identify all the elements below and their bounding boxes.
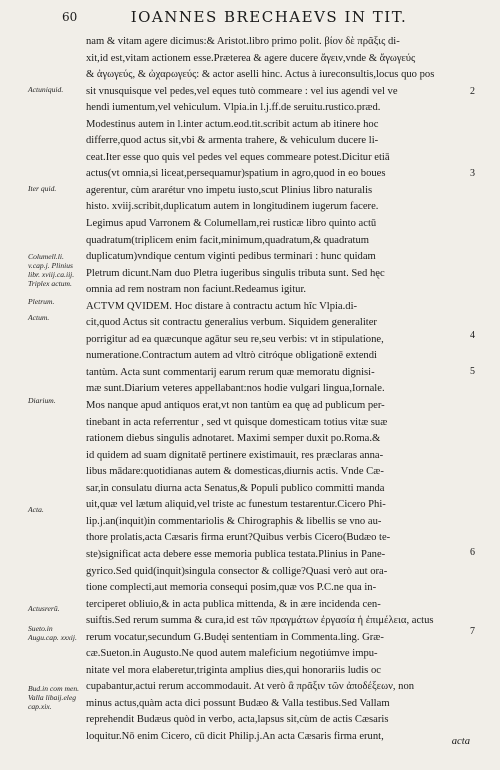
text-line: histo. xviij.scribit,duplicatum autem in longitudinem iugerum facere. — [86, 201, 379, 213]
text-line: tantùm. Acta sunt commentarij earum rerum quæ memoratu dignisi- — [86, 366, 375, 378]
text-line: tinebant in acta referrentur , sed vt quisque domesticam totius vitæ suæ — [86, 416, 388, 428]
margin-note: Iter quid. — [28, 184, 57, 193]
text-line: sit vnusquisque vel pedes,vel eques tutò commeare : vel ius agendi vel ve — [86, 85, 398, 97]
margin-number: 5 — [470, 366, 475, 377]
body-text — [86, 34, 464, 746]
text-line: xit,id est,vitam actionem esse.Præterea & agere ducere ἄγειν,vnde & ἄγωγεύς — [86, 52, 416, 64]
text-line: tione complecti,aut memoria consequi posim,quæ vos P.C.ne qua in- — [86, 582, 377, 594]
margin-note: Diarium. — [28, 396, 56, 405]
text-line: & ἀγωγεύς, & ὠχαρωγεύς: & actor aselli hinc. Actus à iureconsultis,locus quo pos — [86, 69, 435, 81]
margin-number: 2 — [470, 86, 475, 97]
margin-note: Sueto.in Augu.cap. xxxij. — [28, 624, 77, 642]
margin-note: Actuniquid. — [28, 85, 64, 94]
page-number: 60 — [62, 10, 78, 24]
text-line: terciperet obliuio,& in acta publica mittenda, & in ære incidenda cen- — [86, 598, 381, 610]
margin-note: Acta. — [28, 505, 44, 514]
margin-note: Bud.in com men. Valla libaij.eleg cap.xix. — [28, 684, 80, 711]
text-line: numeratione.Contractum autem ad vltrò citróque obligationē extendi — [86, 350, 377, 362]
text-line: nitate vel mora elaberetur,triginta amplius dies,qui honorariis ludis oc — [86, 664, 381, 676]
text-line: thore prolatis,acta Cæsaris firma erunt?Quibus verbis Cicero(Budæo te- — [86, 532, 391, 544]
text-line: uit,quæ vel lætum aliquid,vel triste ac funestum testarentur.Cicero Phi- — [86, 499, 386, 511]
text-line: ste)significat acta debere esse memoria publica testata.Plinius in Pane- — [86, 548, 386, 560]
text-line: cupabantur,actui rerum accommodauit. At verò ἃ πρᾶξιν τῶν ἀποδέξεων, non — [86, 681, 415, 693]
text-line: loquitur.Nō enim Cicero, cū dicit Philip.j.An acta Cæsaris firma erunt, — [86, 730, 384, 742]
text-line: Pletrum dicunt.Nam duo Pletra iugeribus singulis tributa sunt. Sed hęc — [86, 267, 385, 279]
text-line: Modestinus autem in l.inter actum.eod.tit.scribit actum ab itinere hoc — [86, 118, 379, 130]
text-line: agerentur, cùm ararétur vno impetu iusto,scut Plinius libro naturalis — [86, 184, 373, 196]
text-line: id quidem ad suam dignitatē pertinere existimauit, res præclaras anna- — [86, 449, 384, 461]
text-line: differre,quod actus sit,vbi & armenta trahere, & vehiculum ducere li- — [86, 135, 379, 147]
margin-number: 3 — [470, 168, 475, 179]
text-line: porrigitur ad ea quæcunque agātur seu re,seu verbis: vt in stipulatione, — [86, 333, 384, 345]
margin-note: Actum. — [28, 313, 50, 322]
margin-number: 7 — [470, 626, 475, 637]
text-line: cit,quod Actus sit contractu generalius verbum. Siquidem generaliter — [86, 317, 377, 329]
text-line: suiftis.Sed rerum summa & cura,id est τῶν πραγμάτων ἐργασία ἡ ἐπιμέλεια, actus — [86, 615, 434, 627]
text-line: gyrico.Sed quid(inquit)singula consector & collige?Quasi verò aut ora- — [86, 565, 388, 577]
text-line: duplicatum)vndique centum viginti pedibus terminari : hunc quidam — [86, 251, 376, 263]
text-line: nam & vitam agere dicimus:& Aristot.libro primo polit. βίον δὲ πρᾶξις di- — [86, 36, 400, 47]
text-line: minus actus,quàm acta dici possunt Budæo & Valla testibus.Sed Vallam — [86, 697, 390, 709]
text-line: hendi iumentum,vel vehiculum. Vlpia.in l.j.ff.de seruitu.rustico.præd. — [86, 102, 381, 114]
text-line: actus(vt omnia,si liceat,persequamur)spatium in agro,quod in eo boues — [86, 168, 386, 180]
text-line: quadratum(triplicem enim facit,minimum,quadratum,& quadratum — [86, 234, 370, 246]
text-line: libus mādare:quotidianas autem & domesticas,diurnis actis. Vnde Cæ- — [86, 466, 384, 478]
text-line: ACTVM QVIDEM. Hoc distare à contractu actum hîc Vlpia.di- — [86, 300, 358, 312]
margin-note: Actusrerū. — [28, 604, 60, 613]
margin-note: Pletrum. — [28, 297, 55, 306]
text-line: lip.j.an(inquit)in commentariolis & Chirographis & libellis se vno au- — [86, 515, 382, 527]
text-line: rationem diebus singulis adnotaret. Maximi semper duxit po.Roma.& — [86, 433, 381, 445]
text-line: Mos nanque apud antiquos erat,vt non tantùm ea quę ad publicum per- — [86, 400, 385, 412]
running-head: IOANNES BRECHAEVS IN TIT. — [130, 8, 408, 26]
text-line: ceat.Iter esse quo quis vel pedes vel eques commeare potest.Dicitur etiā — [86, 151, 390, 163]
margin-number: 6 — [470, 547, 475, 558]
text-line: rerum vocatur,secundum G.Budęi sententiam in Commenta.ling. Græ- — [86, 631, 384, 643]
text-line: omnia ad rem nostram non faciunt.Redeamus igitur. — [86, 284, 307, 296]
text-line: sar,in consulatu diurna acta Senatus,& Populi publico committi manda — [86, 482, 385, 494]
text-line: Legimus apud Varronem & Columellam,rei rusticæ libro quinto actū — [86, 218, 377, 230]
page-header — [58, 8, 480, 30]
text-line: reprehendit Budæus quòd in verbo, acta,lapsus sit,cùm de actis Cæsaris — [86, 714, 389, 726]
text-line: cæ.Sueton.in Augusto.Ne quod autem maleficium negotiúmve impu- — [86, 648, 378, 660]
margin-note: Columell.li. v.cap.j. Plinius libr. xviij.ca.iij. Triplex actum. — [28, 252, 75, 288]
text-line: mæ sunt.Diarium veteres appellabant:nos hodie vulgari lingua,Iornale. — [86, 383, 385, 395]
margin-number: 4 — [470, 330, 475, 341]
catchword: acta — [451, 736, 470, 747]
